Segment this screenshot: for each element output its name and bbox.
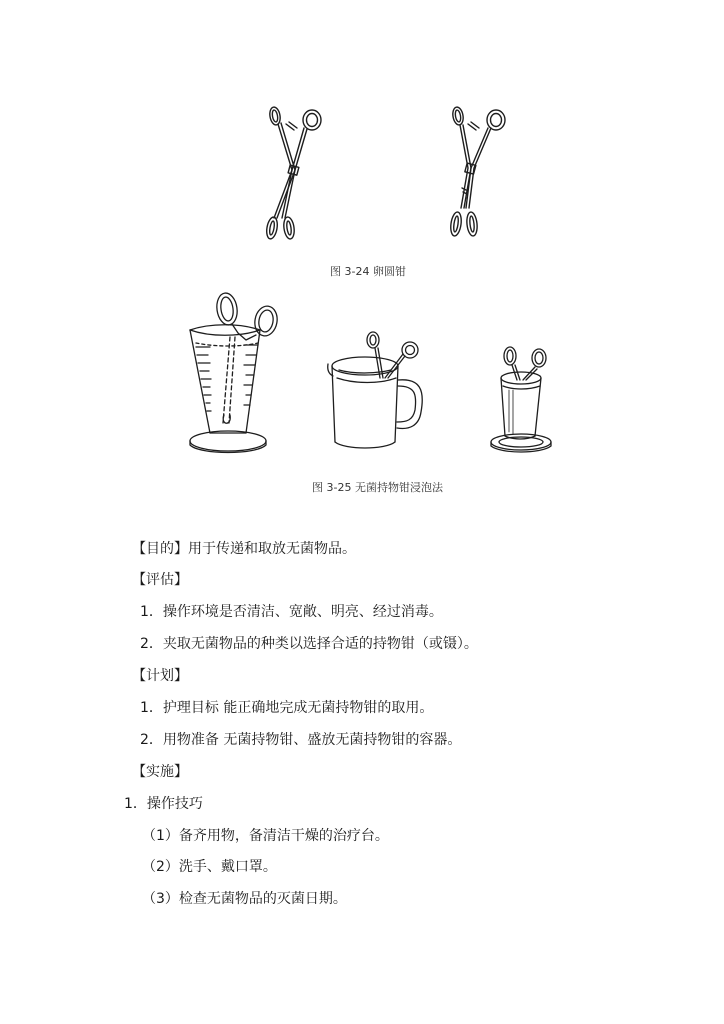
figure-3-25 xyxy=(180,285,560,465)
plan-item-1: 1．护理目标 能正确地完成无菌持物钳的取用。 xyxy=(140,700,434,716)
forceps-in-small-cup-icon xyxy=(485,340,560,460)
step-2: （2）洗手、戴口罩。 xyxy=(142,859,277,875)
plan-heading: 【计划】 xyxy=(132,668,188,684)
step-1: （1）备齐用物，备清洁干燥的治疗台。 xyxy=(142,828,389,844)
purpose-heading: 【目的】用于传递和取放无菌物品。 xyxy=(132,541,356,557)
figure-3-24 xyxy=(240,100,500,245)
implementation-heading: 【实施】 xyxy=(132,764,188,780)
implementation-item-1: 1．操作技巧 xyxy=(124,796,203,812)
ring-forceps-closed-icon xyxy=(436,100,516,245)
forceps-in-mug-icon xyxy=(325,330,435,460)
figure-3-25-caption: 图 3-25 无菌持物钳浸泡法 xyxy=(312,481,443,494)
ring-forceps-open-icon xyxy=(248,100,328,245)
step-3: （3）检查无菌物品的灭菌日期。 xyxy=(142,891,347,907)
assessment-item-2: 2．夹取无菌物品的种类以选择合适的持物钳（或镊）。 xyxy=(140,636,478,652)
forceps-in-tall-graduated-jar-icon xyxy=(180,285,280,457)
assessment-heading: 【评估】 xyxy=(132,572,188,588)
figure-3-24-caption: 图 3-24 卵圆钳 xyxy=(330,265,406,278)
assessment-item-1: 1．操作环境是否清洁、宽敞、明亮、经过消毒。 xyxy=(140,604,443,620)
plan-item-2: 2．用物准备 无菌持物钳、盛放无菌持物钳的容器。 xyxy=(140,732,462,748)
